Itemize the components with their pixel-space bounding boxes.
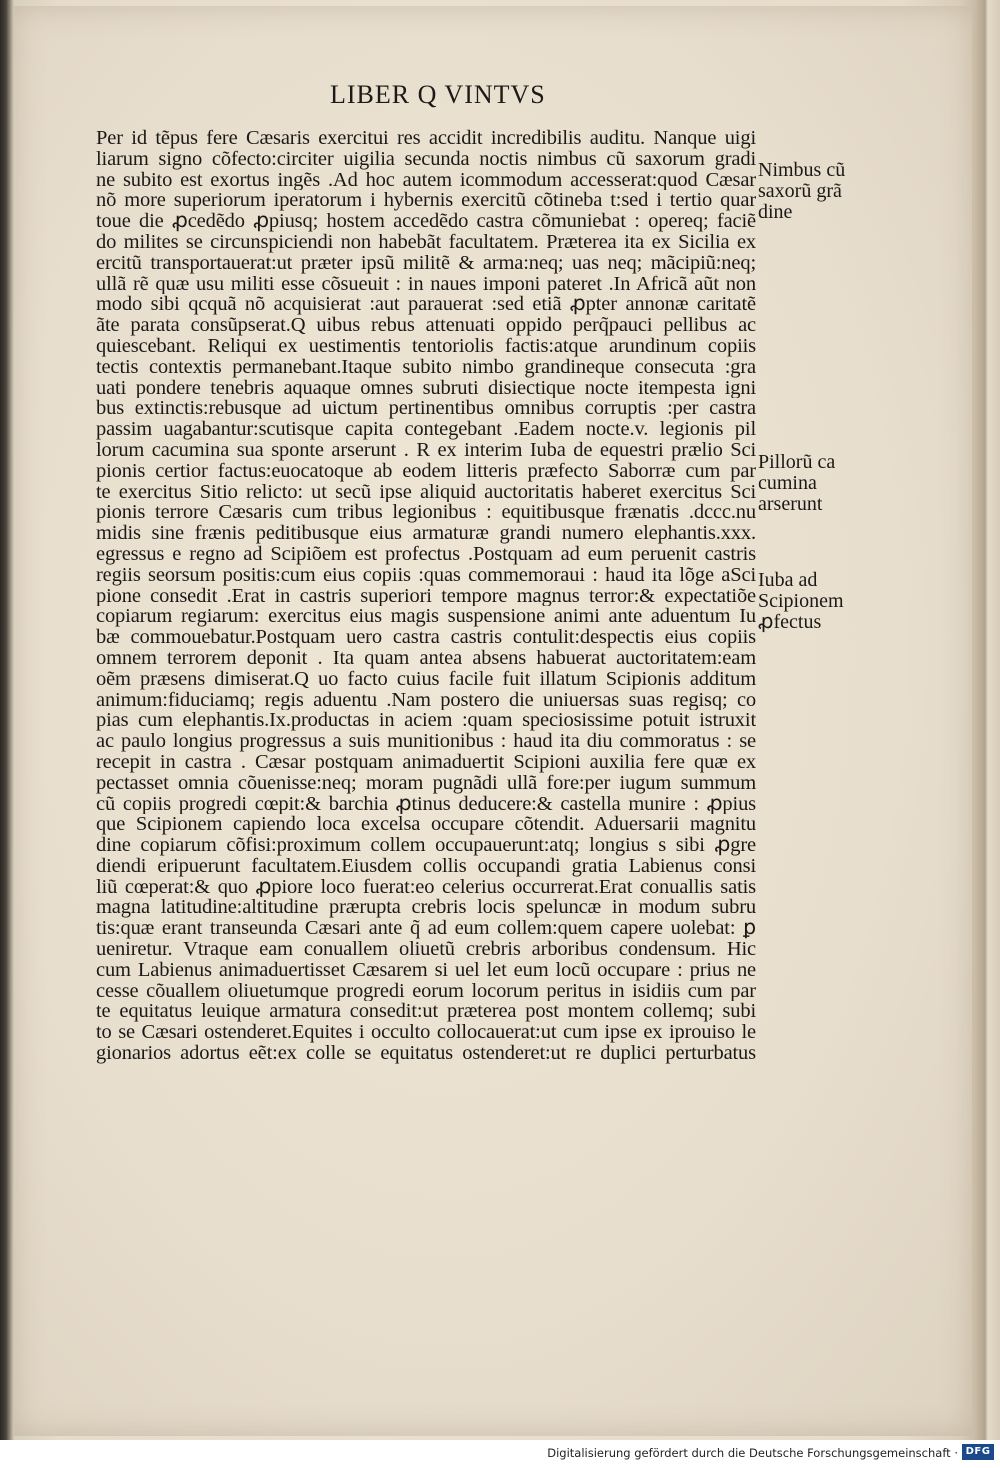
marginal-note-1	[758, 160, 878, 222]
text-line: bus extinctis:rebusque ad uictum pertinentibus omnibus corruptis :per castra	[96, 398, 756, 420]
text-line: te exercitus Sitio relicto: ut secũ ipse aliquid auctoritatis haberet exercitus Sci	[96, 481, 756, 503]
marginal-note-line: dine	[758, 200, 793, 223]
text-line: to se Cæsari ostenderet.Equites i occulto collocauerat:ut cum ipse ex iprouiso le	[96, 1022, 756, 1044]
text-line: modo sibi qcquã nõ acquisierat :aut parauerat :sed etiã ꝓpter annonæ caritatẽ	[96, 294, 756, 316]
text-line: que Scipionem capiendo loca excelsa occupare cõtendit. Aduersarii magnitu	[96, 814, 756, 836]
funding-credit: Digitalisierung gefördert durch die Deutsche Forschungsgemeinschaft ·	[547, 1446, 958, 1460]
text-line: quiescebant. Reliqui ex uestimentis tentoriolis factis:atque arundinum copiis	[96, 335, 756, 357]
marginal-note-line: saxorũ grã	[758, 179, 842, 202]
text-line: pionis terrore Cæsaris cum tribus legionibus : equitibusque frænatis .dccc.nu	[96, 502, 756, 524]
text-line: uati pondere tenebris aquaque omnes subruti disiectique nocte itempesta igni	[96, 377, 756, 399]
text-line: passim uagabantur:scutisque capita contegebant .Eadem nocte.v. legionis pil	[96, 419, 756, 440]
text-line: cesse cõuallem oliuetumque progredi eorum locorum peritus in isidiis cum par	[96, 980, 756, 1002]
text-line: omnem terrorem deponit . Ita quam antea absens habuerat auctoritatem:eam	[96, 647, 756, 669]
text-line: te equitatus leuique armatura consedit:ut præterea post montem collemq; subi	[96, 1001, 756, 1023]
text-line: animum:fiduciamq; regis aduentu .Nam postero die uniuersas suas regisq; co	[96, 689, 756, 711]
text-line: oẽm præsens dimiserat.Q uo facto cuius facile fuit illatum Scipionis additum	[96, 668, 756, 690]
text-line: pione consedit .Erat in castris superiori tempore magnus terror:& expectatiõe	[96, 585, 756, 607]
text-line: ueniretur. Vtraque eam conuallem oliuetũ crebris arboribus condensum. Hic	[96, 939, 756, 960]
text-line: do milites se circunspiciendi non habebãt facultatem. Præterea ita ex Sicilia ex	[96, 231, 756, 253]
text-line: pionis certior factus:euocatoque ab eodem litteris præfecto Saborræ cum par	[96, 460, 756, 482]
text-line: ne subito est exortus ingẽs .Ad hoc autem icommodum accesserat:quod Cæsar	[96, 169, 756, 191]
text-line: magna latitudine:altitudine prærupta crebris locis speluncæ in modum subru	[96, 897, 756, 919]
running-header: LIBER Q VINTVS	[330, 80, 546, 109]
text-line: dine copiarum cõfisi:proximum collem occupauerunt:atq; longius s sibi ꝓgre	[96, 835, 756, 856]
text-line: cum Labienus animaduertisset Cæsarem si uel let eum locũ occupare : prius ne	[96, 959, 756, 981]
text-line: regiis seorsum positis:cum eius copiis :quas commemoraui : haud ita lõge aSci	[96, 564, 756, 586]
text-line: liũ cœperat:& quo ꝓpiore loco fuerat:eo celerius occurrerat.Erat conuallis satis	[96, 876, 756, 898]
text-line: tectis contextis permanebant.Itaque subito nimbo grandineque consecuta :gra	[96, 356, 756, 378]
text-line: lorum cacumina sua sponte arserunt . R ex interim Iuba de equestri prælio Sci	[96, 439, 756, 461]
marginal-note-line: Pillorũ ca	[758, 451, 836, 473]
text-line: copiarum regiarum: exercitus eius magis suspensione animi ante aduentum Iu	[96, 606, 756, 628]
text-line: toue die ꝓcedẽdo ꝓpiusq; hostem accedẽdo castra cõmuniebat : opereq; faciẽ	[96, 211, 756, 232]
main-text-block	[96, 128, 756, 1064]
marginal-note-line: Iuba ad	[758, 569, 818, 591]
marginal-note-line: Scipionem	[758, 589, 844, 612]
text-line: recepit in castra . Cæsar postquam animaduertit Scipioni auxilia fere quæ ex	[96, 751, 756, 773]
text-line: ãte parata consũpserat.Q uibus rebus attenuati oppido perq̃pauci pellibus ac	[96, 315, 756, 336]
text-line: pias cum elephantis.Ix.productas in aciem :quam speciosissime potuit istruxit	[96, 710, 756, 732]
marginal-note-line: Nimbus cũ	[758, 159, 846, 181]
text-line: gionarios adortus eẽt:ex colle se equitatus ostenderet:ut re duplici perturbatus	[96, 1043, 756, 1064]
text-line: tis:quæ erant transeunda Cæsari ante q̃ ad eum collem:quem capere uolebat: ꝑ	[96, 918, 756, 940]
text-line: nõ more superiorum iperatorum i hybernis exercitũ cõtineba t:sed i tertio quar	[96, 190, 756, 212]
marginal-note-line: cumina	[758, 471, 817, 494]
text-line: liarum signo cõfecto:circiter uigilia secunda noctis nimbus cũ saxorum gradi	[96, 148, 756, 170]
marginal-note-line: ꝓfectus	[758, 610, 822, 633]
text-line: Per id tẽpus fere Cæsaris exercitui res accidit incredibilis auditu. Nanque uigi	[96, 128, 756, 149]
text-line: ullã rẽ quæ usu militi esse cõsueuit : in naues imponi pateret .In Africã aũt non	[96, 273, 756, 295]
marginal-note-3	[758, 570, 878, 632]
text-line: pectasset omnia cõuenisse:neq; moram pugnãdi ullã fore:per iugum summum	[96, 772, 756, 794]
text-line: ac paulo longius progressus a suis munitionibus : haud ita diu commoratus : se	[96, 731, 756, 752]
marginal-note-line: arserunt	[758, 492, 823, 515]
dfg-logo: DFG	[962, 1444, 994, 1460]
text-line: egressus e regno ad Scipiõem est profectus .Postquam ad eum peruenit castris	[96, 543, 756, 565]
text-line: cũ copiis progredi cœpit:& barchia ꝓtinus deducere:& castella munire : ꝓpius	[96, 793, 756, 815]
text-line: midis sine frænis peditibusque eius armaturæ grandi numero elephantis.xxx.	[96, 523, 756, 544]
marginal-note-2	[758, 452, 878, 514]
text-line: diendi eripuerunt facultatem.Eiusdem collis occupandi gratia Labienus consi	[96, 855, 756, 877]
text-line: ercitũ transportauerat:ut præter ipsũ militẽ & arma:neq; uas neq; mãcipiũ:neq;	[96, 252, 756, 274]
text-line: bæ commouebatur.Postquam uero castra castris contulit:despectis eius copiis	[96, 627, 756, 648]
